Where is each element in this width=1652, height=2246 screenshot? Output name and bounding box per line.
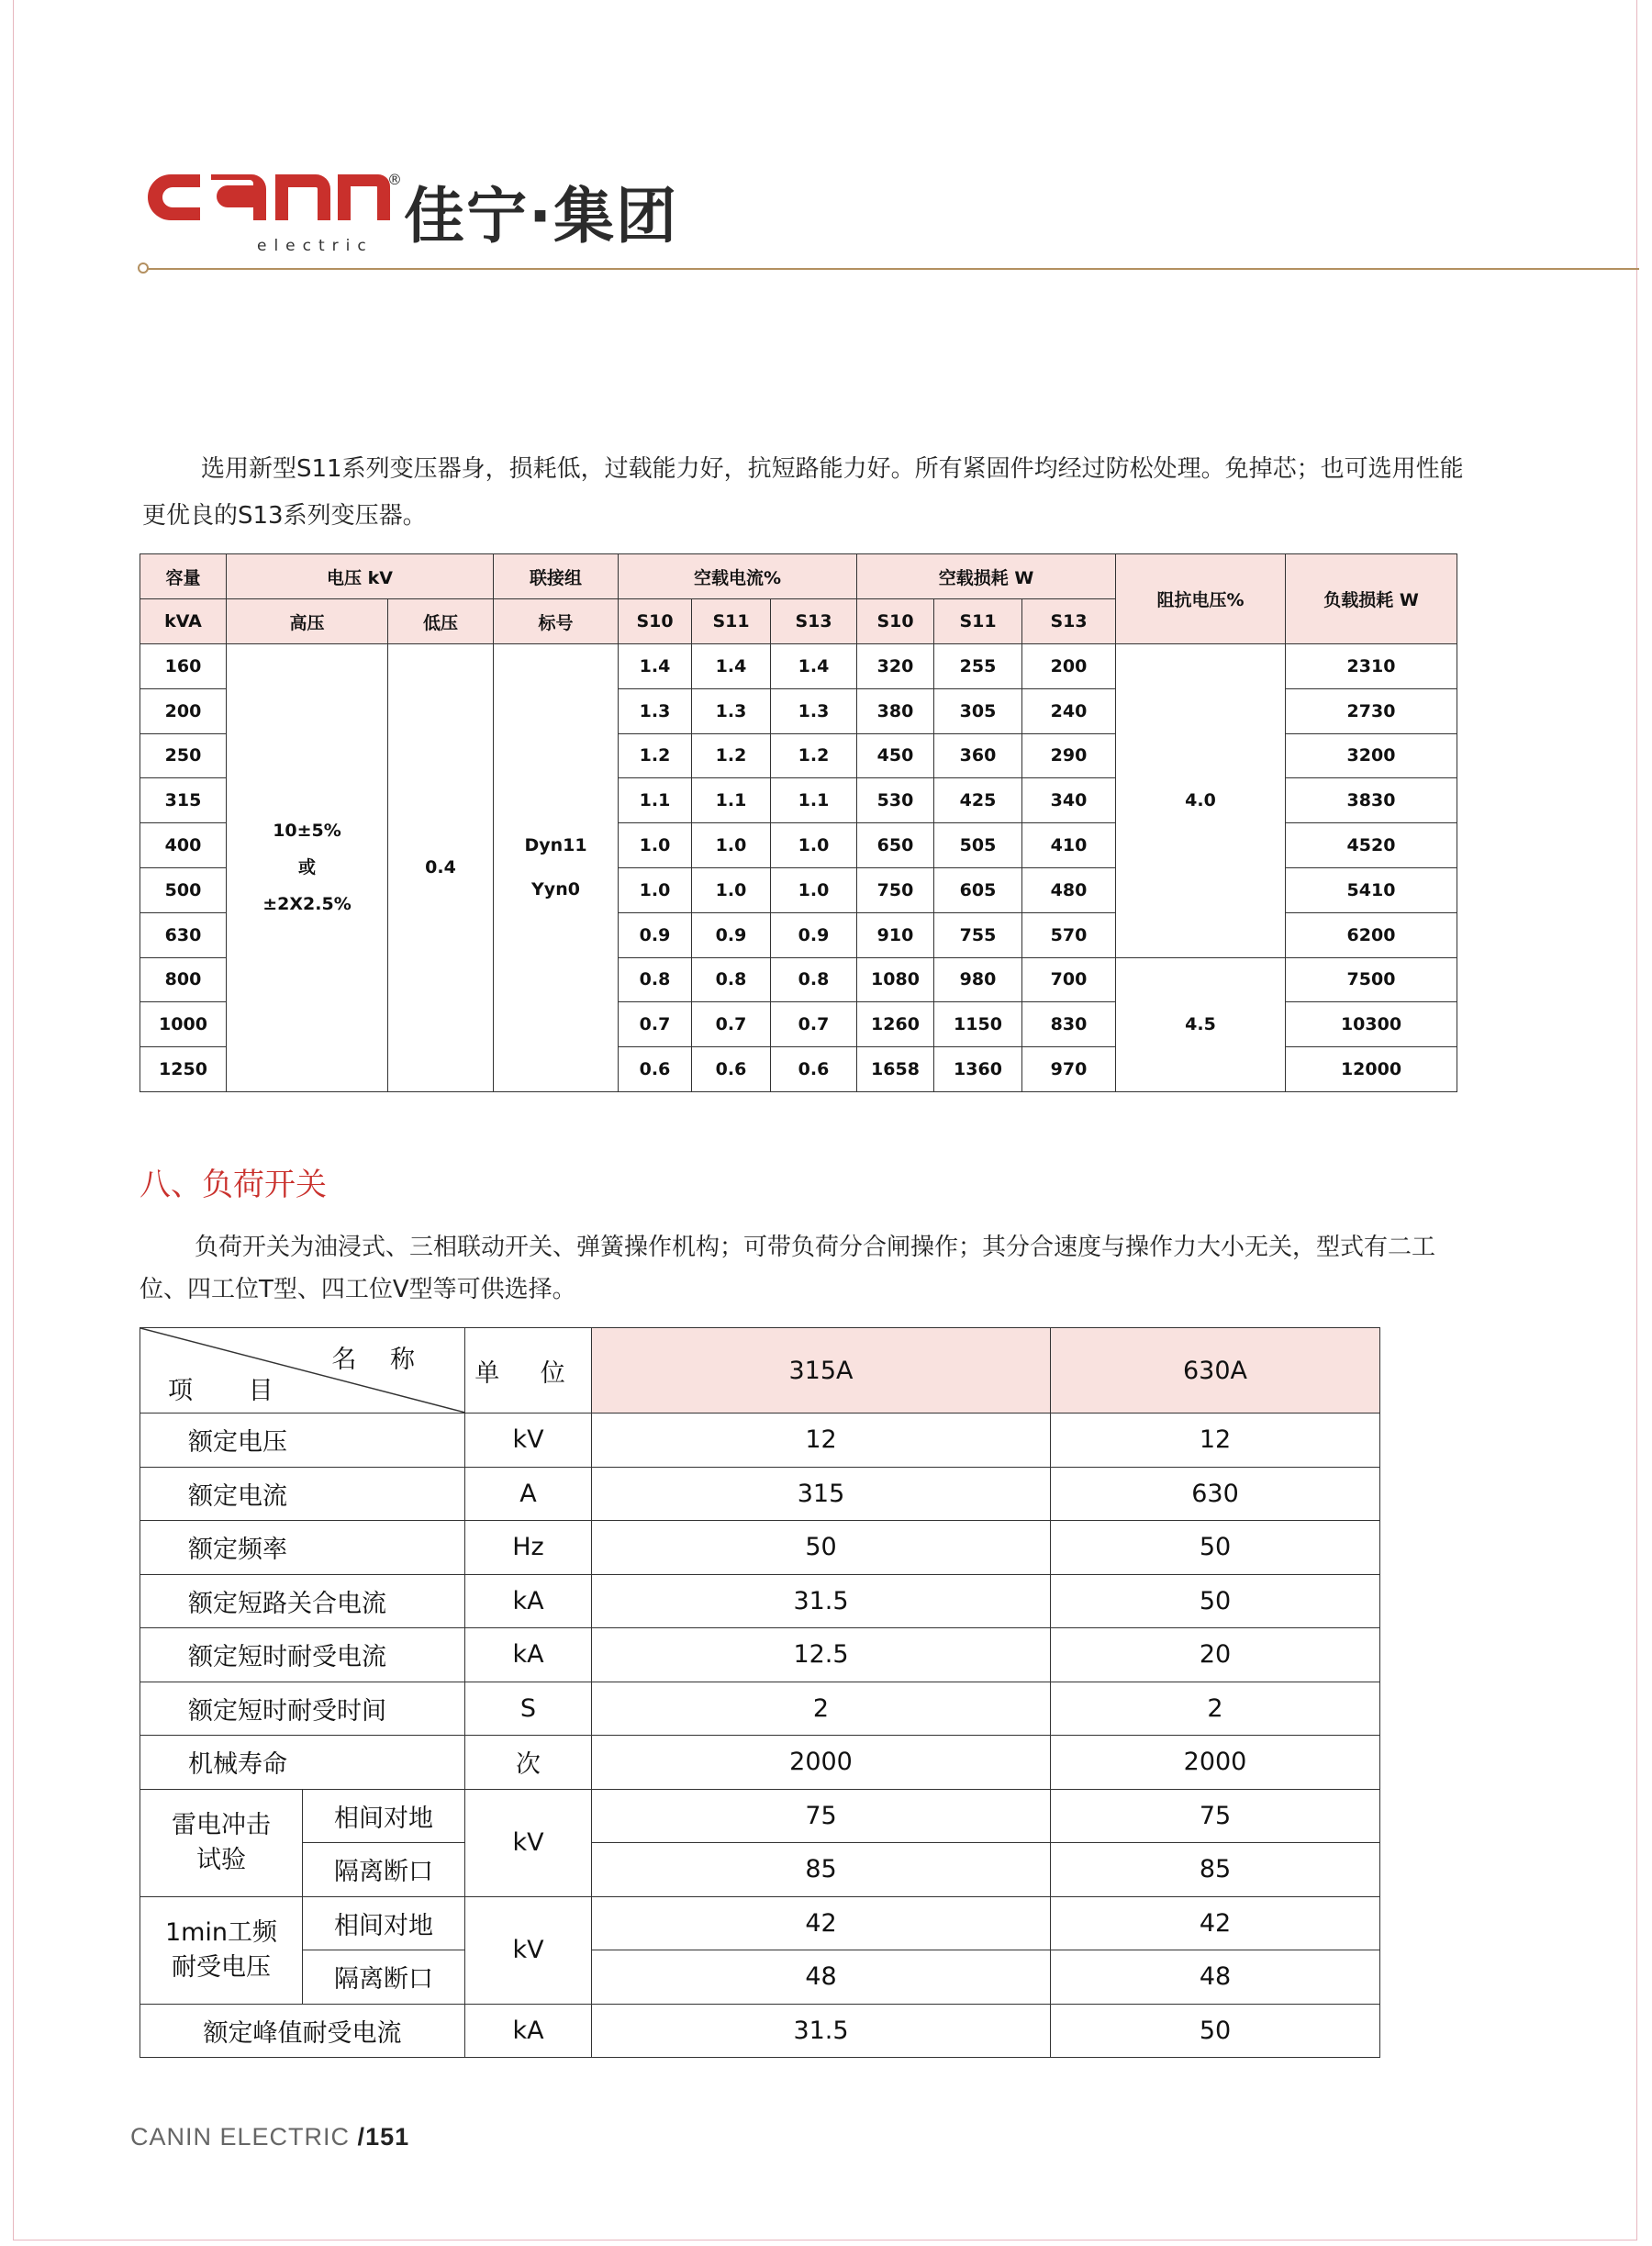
cell-p-s11: 980 bbox=[934, 957, 1022, 1002]
cell-i-s10: 1.2 bbox=[619, 733, 692, 778]
header-i-s13: S13 bbox=[771, 599, 857, 644]
table-row bbox=[140, 1789, 1380, 1843]
cell-630: 20 bbox=[1051, 1628, 1380, 1682]
header-hv: 高压 bbox=[227, 599, 388, 644]
header-p-s13: S13 bbox=[1022, 599, 1116, 644]
cell-unit: kA bbox=[465, 1574, 592, 1628]
header-630a: 630A bbox=[1051, 1328, 1380, 1414]
cell-i-s10: 0.7 bbox=[619, 1002, 692, 1047]
cell-630: 75 bbox=[1051, 1789, 1380, 1843]
cell-315: 2 bbox=[592, 1682, 1051, 1736]
cell-unit: A bbox=[465, 1467, 592, 1521]
power-freq-label-2: 耐受电压 bbox=[172, 1952, 271, 1982]
cell-p-s13: 830 bbox=[1022, 1002, 1116, 1047]
cell-630: 50 bbox=[1051, 1521, 1380, 1575]
table-row bbox=[140, 1896, 1380, 1950]
cell-capacity: 400 bbox=[140, 823, 227, 868]
header-unit: 单 位 bbox=[465, 1328, 592, 1414]
cell-load-loss: 2310 bbox=[1286, 644, 1457, 689]
cell-i-s13: 1.2 bbox=[771, 733, 857, 778]
header-diagonal-cell bbox=[140, 1328, 465, 1414]
registered-mark: ® bbox=[387, 171, 402, 188]
header-p-s10: S10 bbox=[857, 599, 934, 644]
cell-i-s11: 1.4 bbox=[692, 644, 771, 689]
cell-i-s13: 1.3 bbox=[771, 688, 857, 733]
cell-load-loss: 7500 bbox=[1286, 957, 1457, 1002]
canin-logo-mark bbox=[138, 163, 390, 232]
cell-315: 48 bbox=[592, 1950, 1051, 2005]
cell-p-s13: 700 bbox=[1022, 957, 1116, 1002]
table-row bbox=[140, 1736, 1380, 1790]
cell-load-loss: 2730 bbox=[1286, 688, 1457, 733]
cell-item: 额定峰值耐受电流 bbox=[140, 2004, 465, 2058]
cell-i-s13: 0.6 bbox=[771, 1047, 857, 1092]
table-row bbox=[140, 2004, 1380, 2058]
cell-p-s11: 605 bbox=[934, 867, 1022, 912]
hv-line-1: 10±5% bbox=[273, 821, 341, 842]
cell-p-s11: 255 bbox=[934, 644, 1022, 689]
lightning-label-1: 雷电冲击 bbox=[172, 1810, 271, 1839]
cell-i-s13: 1.0 bbox=[771, 823, 857, 868]
cell-i-s11: 1.0 bbox=[692, 867, 771, 912]
cell-item: 机械寿命 bbox=[140, 1736, 465, 1790]
cell-load-loss: 3200 bbox=[1286, 733, 1457, 778]
cell-p-s13: 290 bbox=[1022, 733, 1116, 778]
cell-315: 31.5 bbox=[592, 2004, 1051, 2058]
cell-load-loss: 12000 bbox=[1286, 1047, 1457, 1092]
cell-315: 12 bbox=[592, 1414, 1051, 1468]
cell-p-s10: 910 bbox=[857, 912, 934, 957]
cell-630: 85 bbox=[1051, 1843, 1380, 1897]
table-row bbox=[140, 1521, 1380, 1575]
cell-i-s11: 0.8 bbox=[692, 957, 771, 1002]
header-i-s10: S10 bbox=[619, 599, 692, 644]
section-description-text: 负荷开关为油浸式、三相联动开关、弹簧操作机构；可带负荷分合闸操作；其分合速度与操作力大小无关，型式有二工位、四工位T型、四工位V型等可供选择。 bbox=[140, 1234, 1436, 1303]
cell-load-loss: 3830 bbox=[1286, 778, 1457, 823]
cell-load-loss: 6200 bbox=[1286, 912, 1457, 957]
cell-315: 2000 bbox=[592, 1736, 1051, 1790]
header-group-no: 标号 bbox=[494, 599, 619, 644]
load-switch-spec-table bbox=[140, 1327, 1380, 2058]
table-row bbox=[140, 1467, 1380, 1521]
cell-p-s10: 320 bbox=[857, 644, 934, 689]
table-row bbox=[140, 1628, 1380, 1682]
power-freq-label-1: 1min工频 bbox=[164, 1917, 278, 1947]
cell-i-s11: 1.2 bbox=[692, 733, 771, 778]
cell-p-s10: 1658 bbox=[857, 1047, 934, 1092]
cell-p-s13: 570 bbox=[1022, 912, 1116, 957]
cell-i-s11: 1.0 bbox=[692, 823, 771, 868]
cell-p-s13: 480 bbox=[1022, 867, 1116, 912]
lightning-label-2: 试验 bbox=[196, 1845, 246, 1874]
intro-text: 选用新型S11系列变压器身，损耗低，过载能力好，抗短路能力好。所有紧固件均经过防松处理。免掉芯；也可选用性能更优良的S13系列变压器。 bbox=[142, 455, 1464, 530]
cell-capacity: 630 bbox=[140, 912, 227, 957]
cell-unit: kA bbox=[465, 2004, 592, 2058]
cell-capacity: 250 bbox=[140, 733, 227, 778]
footer-brand: CANIN ELECTRIC bbox=[130, 2123, 351, 2151]
cell-p-s10: 450 bbox=[857, 733, 934, 778]
cell-capacity: 1000 bbox=[140, 1002, 227, 1047]
cell-630: 48 bbox=[1051, 1950, 1380, 2005]
table-row bbox=[140, 1843, 1380, 1897]
cell-630: 630 bbox=[1051, 1467, 1380, 1521]
cell-sub-item: 隔离断口 bbox=[303, 1950, 465, 2005]
cell-i-s11: 1.3 bbox=[692, 688, 771, 733]
cell-unit: kA bbox=[465, 1628, 592, 1682]
cell-p-s10: 1260 bbox=[857, 1002, 934, 1047]
cell-item: 额定电压 bbox=[140, 1414, 465, 1468]
header-name-label: 名 称 bbox=[331, 1346, 428, 1374]
section-title: 八、负荷开关 bbox=[140, 1167, 327, 1203]
cell-i-s13: 1.4 bbox=[771, 644, 857, 689]
cell-item: 额定频率 bbox=[140, 1521, 465, 1575]
cell-315: 75 bbox=[592, 1789, 1051, 1843]
header-item-label: 项 目 bbox=[168, 1377, 297, 1405]
cell-i-s13: 0.9 bbox=[771, 912, 857, 957]
cell-i-s10: 1.3 bbox=[619, 688, 692, 733]
cell-i-s11: 0.7 bbox=[692, 1002, 771, 1047]
header-rule-dot bbox=[138, 263, 149, 274]
cell-p-s13: 240 bbox=[1022, 688, 1116, 733]
hv-line-2: 或 bbox=[297, 857, 316, 878]
table-row bbox=[140, 1414, 1380, 1468]
cell-p-s10: 650 bbox=[857, 823, 934, 868]
header-noload-loss: 空载损耗 W bbox=[857, 554, 1116, 599]
header-lv: 低压 bbox=[388, 599, 494, 644]
cell-315: 31.5 bbox=[592, 1574, 1051, 1628]
cell-i-s10: 0.6 bbox=[619, 1047, 692, 1092]
cell-unit: kV bbox=[465, 1789, 592, 1896]
cell-load-loss: 5410 bbox=[1286, 867, 1457, 912]
header-capacity: 容量 bbox=[140, 554, 227, 599]
cell-p-s10: 750 bbox=[857, 867, 934, 912]
intro-paragraph bbox=[142, 446, 1464, 540]
cell-p-s11: 755 bbox=[934, 912, 1022, 957]
header-row-1 bbox=[140, 554, 1457, 599]
cell-i-s13: 0.7 bbox=[771, 1002, 857, 1047]
cell-315: 315 bbox=[592, 1467, 1051, 1521]
header-row bbox=[140, 1328, 1380, 1414]
cell-i-s10: 0.8 bbox=[619, 957, 692, 1002]
cell-i-s11: 1.1 bbox=[692, 778, 771, 823]
cell-630: 2 bbox=[1051, 1682, 1380, 1736]
cell-630: 50 bbox=[1051, 2004, 1380, 2058]
cell-load-loss: 10300 bbox=[1286, 1002, 1457, 1047]
table-row bbox=[140, 644, 1457, 689]
cell-p-s11: 1150 bbox=[934, 1002, 1022, 1047]
cell-capacity: 500 bbox=[140, 867, 227, 912]
header-capacity-unit: kVA bbox=[140, 599, 227, 644]
cell-630: 2000 bbox=[1051, 1736, 1380, 1790]
cell-item: 额定电流 bbox=[140, 1467, 465, 1521]
cell-lv-value: 0.4 bbox=[388, 644, 494, 1092]
table-row bbox=[140, 1682, 1380, 1736]
cell-315: 50 bbox=[592, 1521, 1051, 1575]
cell-unit: kV bbox=[465, 1414, 592, 1468]
cell-i-s10: 1.0 bbox=[619, 867, 692, 912]
cell-p-s13: 970 bbox=[1022, 1047, 1116, 1092]
cell-load-loss: 4520 bbox=[1286, 823, 1457, 868]
cell-p-s11: 360 bbox=[934, 733, 1022, 778]
cell-315: 42 bbox=[592, 1896, 1051, 1950]
page-footer bbox=[130, 2123, 409, 2151]
cell-item: 额定短时耐受电流 bbox=[140, 1628, 465, 1682]
section-description bbox=[140, 1226, 1461, 1311]
table-row bbox=[140, 1574, 1380, 1628]
header-315a: 315A bbox=[592, 1328, 1051, 1414]
logo-subtitle: electric bbox=[257, 237, 374, 255]
hv-line-3: ±2X2.5% bbox=[262, 894, 352, 915]
cell-p-s10: 1080 bbox=[857, 957, 934, 1002]
brand-name-cn: 佳宁·集团 bbox=[404, 181, 679, 251]
table-row bbox=[140, 1950, 1380, 2005]
header-impedance: 阻抗电压% bbox=[1116, 554, 1286, 644]
cell-p-s13: 340 bbox=[1022, 778, 1116, 823]
cell-315: 12.5 bbox=[592, 1628, 1051, 1682]
cell-impedance-a: 4.0 bbox=[1116, 644, 1286, 958]
header-p-s11: S11 bbox=[934, 599, 1022, 644]
cell-unit: Hz bbox=[465, 1521, 592, 1575]
cell-unit: S bbox=[465, 1682, 592, 1736]
cell-impedance-b: 4.5 bbox=[1116, 957, 1286, 1091]
cell-630: 42 bbox=[1051, 1896, 1380, 1950]
cell-i-s11: 0.6 bbox=[692, 1047, 771, 1092]
cell-630: 50 bbox=[1051, 1574, 1380, 1628]
cell-p-s11: 505 bbox=[934, 823, 1022, 868]
cell-i-s11: 0.9 bbox=[692, 912, 771, 957]
cell-315: 85 bbox=[592, 1843, 1051, 1897]
cell-p-s11: 305 bbox=[934, 688, 1022, 733]
cell-p-s10: 380 bbox=[857, 688, 934, 733]
cell-capacity: 160 bbox=[140, 644, 227, 689]
cell-630: 12 bbox=[1051, 1414, 1380, 1468]
header-rule bbox=[141, 268, 1639, 270]
footer-separator: / bbox=[357, 2123, 366, 2151]
cell-power-freq-label bbox=[140, 1896, 303, 2004]
cell-lightning-label bbox=[140, 1789, 303, 1896]
cell-unit: 次 bbox=[465, 1736, 592, 1790]
cell-unit: kV bbox=[465, 1896, 592, 2004]
cell-capacity: 200 bbox=[140, 688, 227, 733]
group-line-2: Yyn0 bbox=[531, 879, 580, 900]
header-group: 联接组 bbox=[494, 554, 619, 599]
cell-sub-item: 相间对地 bbox=[303, 1896, 465, 1950]
cell-i-s10: 0.9 bbox=[619, 912, 692, 957]
cell-sub-item: 隔离断口 bbox=[303, 1843, 465, 1897]
header-i-s11: S11 bbox=[692, 599, 771, 644]
header-load-loss: 负载损耗 W bbox=[1286, 554, 1457, 644]
cell-p-s11: 425 bbox=[934, 778, 1022, 823]
header-voltage: 电压 kV bbox=[227, 554, 494, 599]
cell-i-s10: 1.0 bbox=[619, 823, 692, 868]
cell-group-value bbox=[494, 644, 619, 1092]
transformer-spec-table bbox=[140, 553, 1457, 1092]
cell-p-s10: 530 bbox=[857, 778, 934, 823]
cell-capacity: 315 bbox=[140, 778, 227, 823]
cell-i-s13: 0.8 bbox=[771, 957, 857, 1002]
page-number: 151 bbox=[365, 2123, 410, 2151]
cell-capacity: 800 bbox=[140, 957, 227, 1002]
header-noload-current: 空载电流% bbox=[619, 554, 857, 599]
cell-item: 额定短路关合电流 bbox=[140, 1574, 465, 1628]
cell-p-s13: 200 bbox=[1022, 644, 1116, 689]
cell-sub-item: 相间对地 bbox=[303, 1789, 465, 1843]
cell-i-s10: 1.4 bbox=[619, 644, 692, 689]
group-line-1: Dyn11 bbox=[524, 835, 587, 856]
cell-i-s13: 1.1 bbox=[771, 778, 857, 823]
cell-hv-value bbox=[227, 644, 388, 1092]
cell-i-s13: 1.0 bbox=[771, 867, 857, 912]
cell-capacity: 1250 bbox=[140, 1047, 227, 1092]
cell-i-s10: 1.1 bbox=[619, 778, 692, 823]
cell-p-s11: 1360 bbox=[934, 1047, 1022, 1092]
cell-p-s13: 410 bbox=[1022, 823, 1116, 868]
cell-item: 额定短时耐受时间 bbox=[140, 1682, 465, 1736]
